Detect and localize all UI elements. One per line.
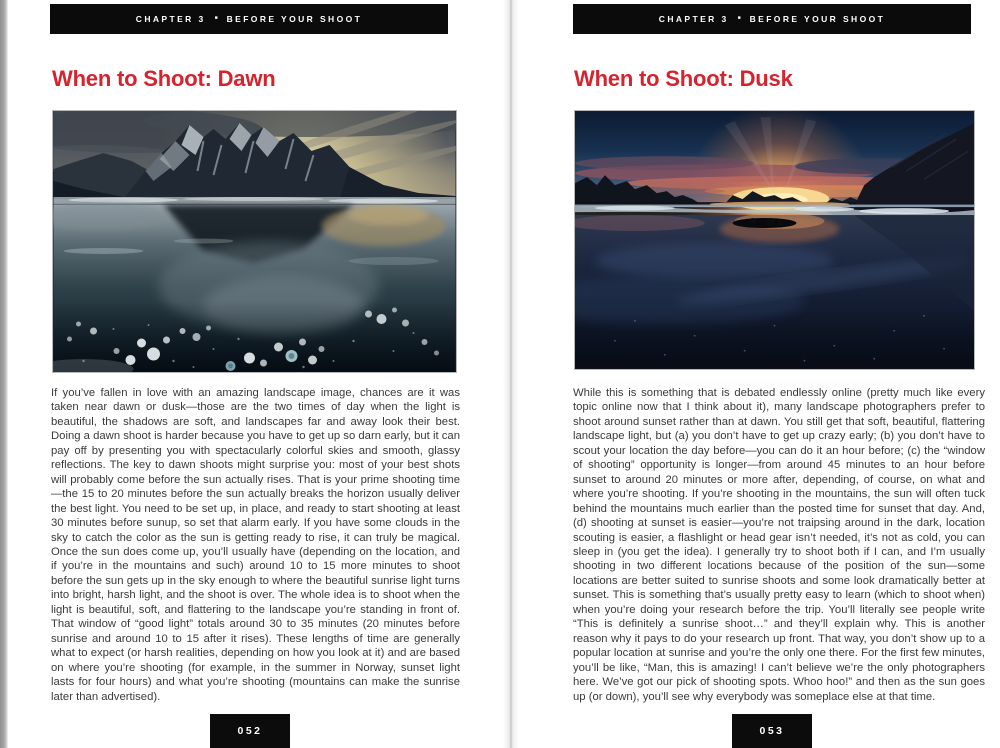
page-gutter xyxy=(503,0,519,748)
section-label: BEFORE YOUR SHOOT xyxy=(749,14,886,24)
page-number: 053 xyxy=(759,725,785,737)
book-left-edge xyxy=(0,0,8,748)
dusk-photo xyxy=(574,110,975,370)
page-number-badge xyxy=(732,714,812,748)
section-label: BEFORE YOUR SHOOT xyxy=(226,14,363,24)
dawn-photo xyxy=(52,110,457,373)
square-bullet-icon: ■ xyxy=(214,15,218,21)
chapter-label: CHAPTER 3 xyxy=(658,14,729,24)
chapter-label: CHAPTER 3 xyxy=(135,14,206,24)
page-number: 052 xyxy=(237,725,263,737)
page-title-dawn: When to Shoot: Dawn xyxy=(52,66,276,91)
page-number-badge xyxy=(210,714,290,748)
dusk-photo-figure xyxy=(574,110,975,370)
chapter-header-bar xyxy=(50,4,448,34)
body-paragraph-dusk: While this is something that is debated endlessly online (pretty much like every topic online now that I think about it), many landscape photographers prefer to shoot around sunset rather than at dawn. You still get that soft, beautiful, flattering landscape light, but (a) you don’t have to get up crazy early; (b) you don’t have to scout your location the day before—you can do it an hour before; (c) the “window of shooting” opportunity is longer—from around 45 minutes to an hour before sunset to around 20 minutes or more after, depending, of course, on what and where you’re shooting. If you’re shooting in the mountains, the sun will often tuck behind the mountains much earlier than the posted time for sunset that day. And, (d) shooting at sunset is easier—you’re not traipsing around in the dark, location scouting is easier, a flashlight or head gear isn’t needed, it’s not as cold, you can sleep in (you get the idea). I generally try to shoot both if I can, and I’m usually shooting in two different locations because of the position of the sun—some locations are better suited to sunrise shoots and some look dramatically better at sunset. This is something that’s usually pretty easy to learn (which to shoot when) when you’re doing your research before the trip. You’ll literally see people write “This is definitely a sunrise shoot…” and they’ll explain why. This is another reason why it pays to do your research up front. That way, you don’t show up to a popular location at sunrise and you’re the only one there. For the first few minutes, you’ll be like, “Man, this is amazing! I can’t believe we’re the only photographers here. We’ve got our pick of shooting spots. Whoo hoo!” and then as the sun goes up (or down), you’ll see why everybody was someplace else at that time. xyxy=(573,387,985,703)
chapter-header-bar xyxy=(573,4,971,34)
dawn-photo-figure xyxy=(52,110,457,373)
square-bullet-icon: ■ xyxy=(737,15,741,21)
page-title-dusk: When to Shoot: Dusk xyxy=(574,66,793,91)
body-paragraph-dawn: If you’ve fallen in love with an amazing landscape image, chances are it was taken near dawn or dusk—those are the two times of day when the light is beautiful, the shadows are soft, and landscapes far and away look their best. Doing a dawn shoot is harder because you have to get up so darn early, but it can pay off by presenting you with spectacularly colorful skies and smooth, glassy reflections. The key to dawn shoots might surprise you: most of your best shots will probably come before the sun actually rises. That is your prime shooting time—the 15 to 20 minutes before the sun actually breaks the horizon usually deliver the best light. You need to be set up, in place, and ready to start shooting at least 30 minutes before sunup, so set that alarm early. If you have some clouds in the sky to catch the color as the sun is getting ready to rise, it can truly be magical. Once the sun does come up, you’ll usually have (depending on the location, and if you’re in the mountains and such) around 10 to 15 more minutes to shoot before the sun gets up in the sky enough to where the beautiful sunrise light turns into bright, harsh light, and the shoot is over. The whole idea is to shoot when the light is beautiful, soft, and flattering to the landscape you’re standing in front of. That window of “good light” totals around 30 to 35 minutes (20 minutes before sunrise and around 10 to 15 after it rises). These lengths of time are generally what to expect (or harsh realities, depending on how you look at it) and are based on where you’re shooting (for example, in the summer in Norway, sunset light lasts for four hours) and what you’re shooting (mountains can make the sunrise later than advertised). xyxy=(51,387,460,703)
